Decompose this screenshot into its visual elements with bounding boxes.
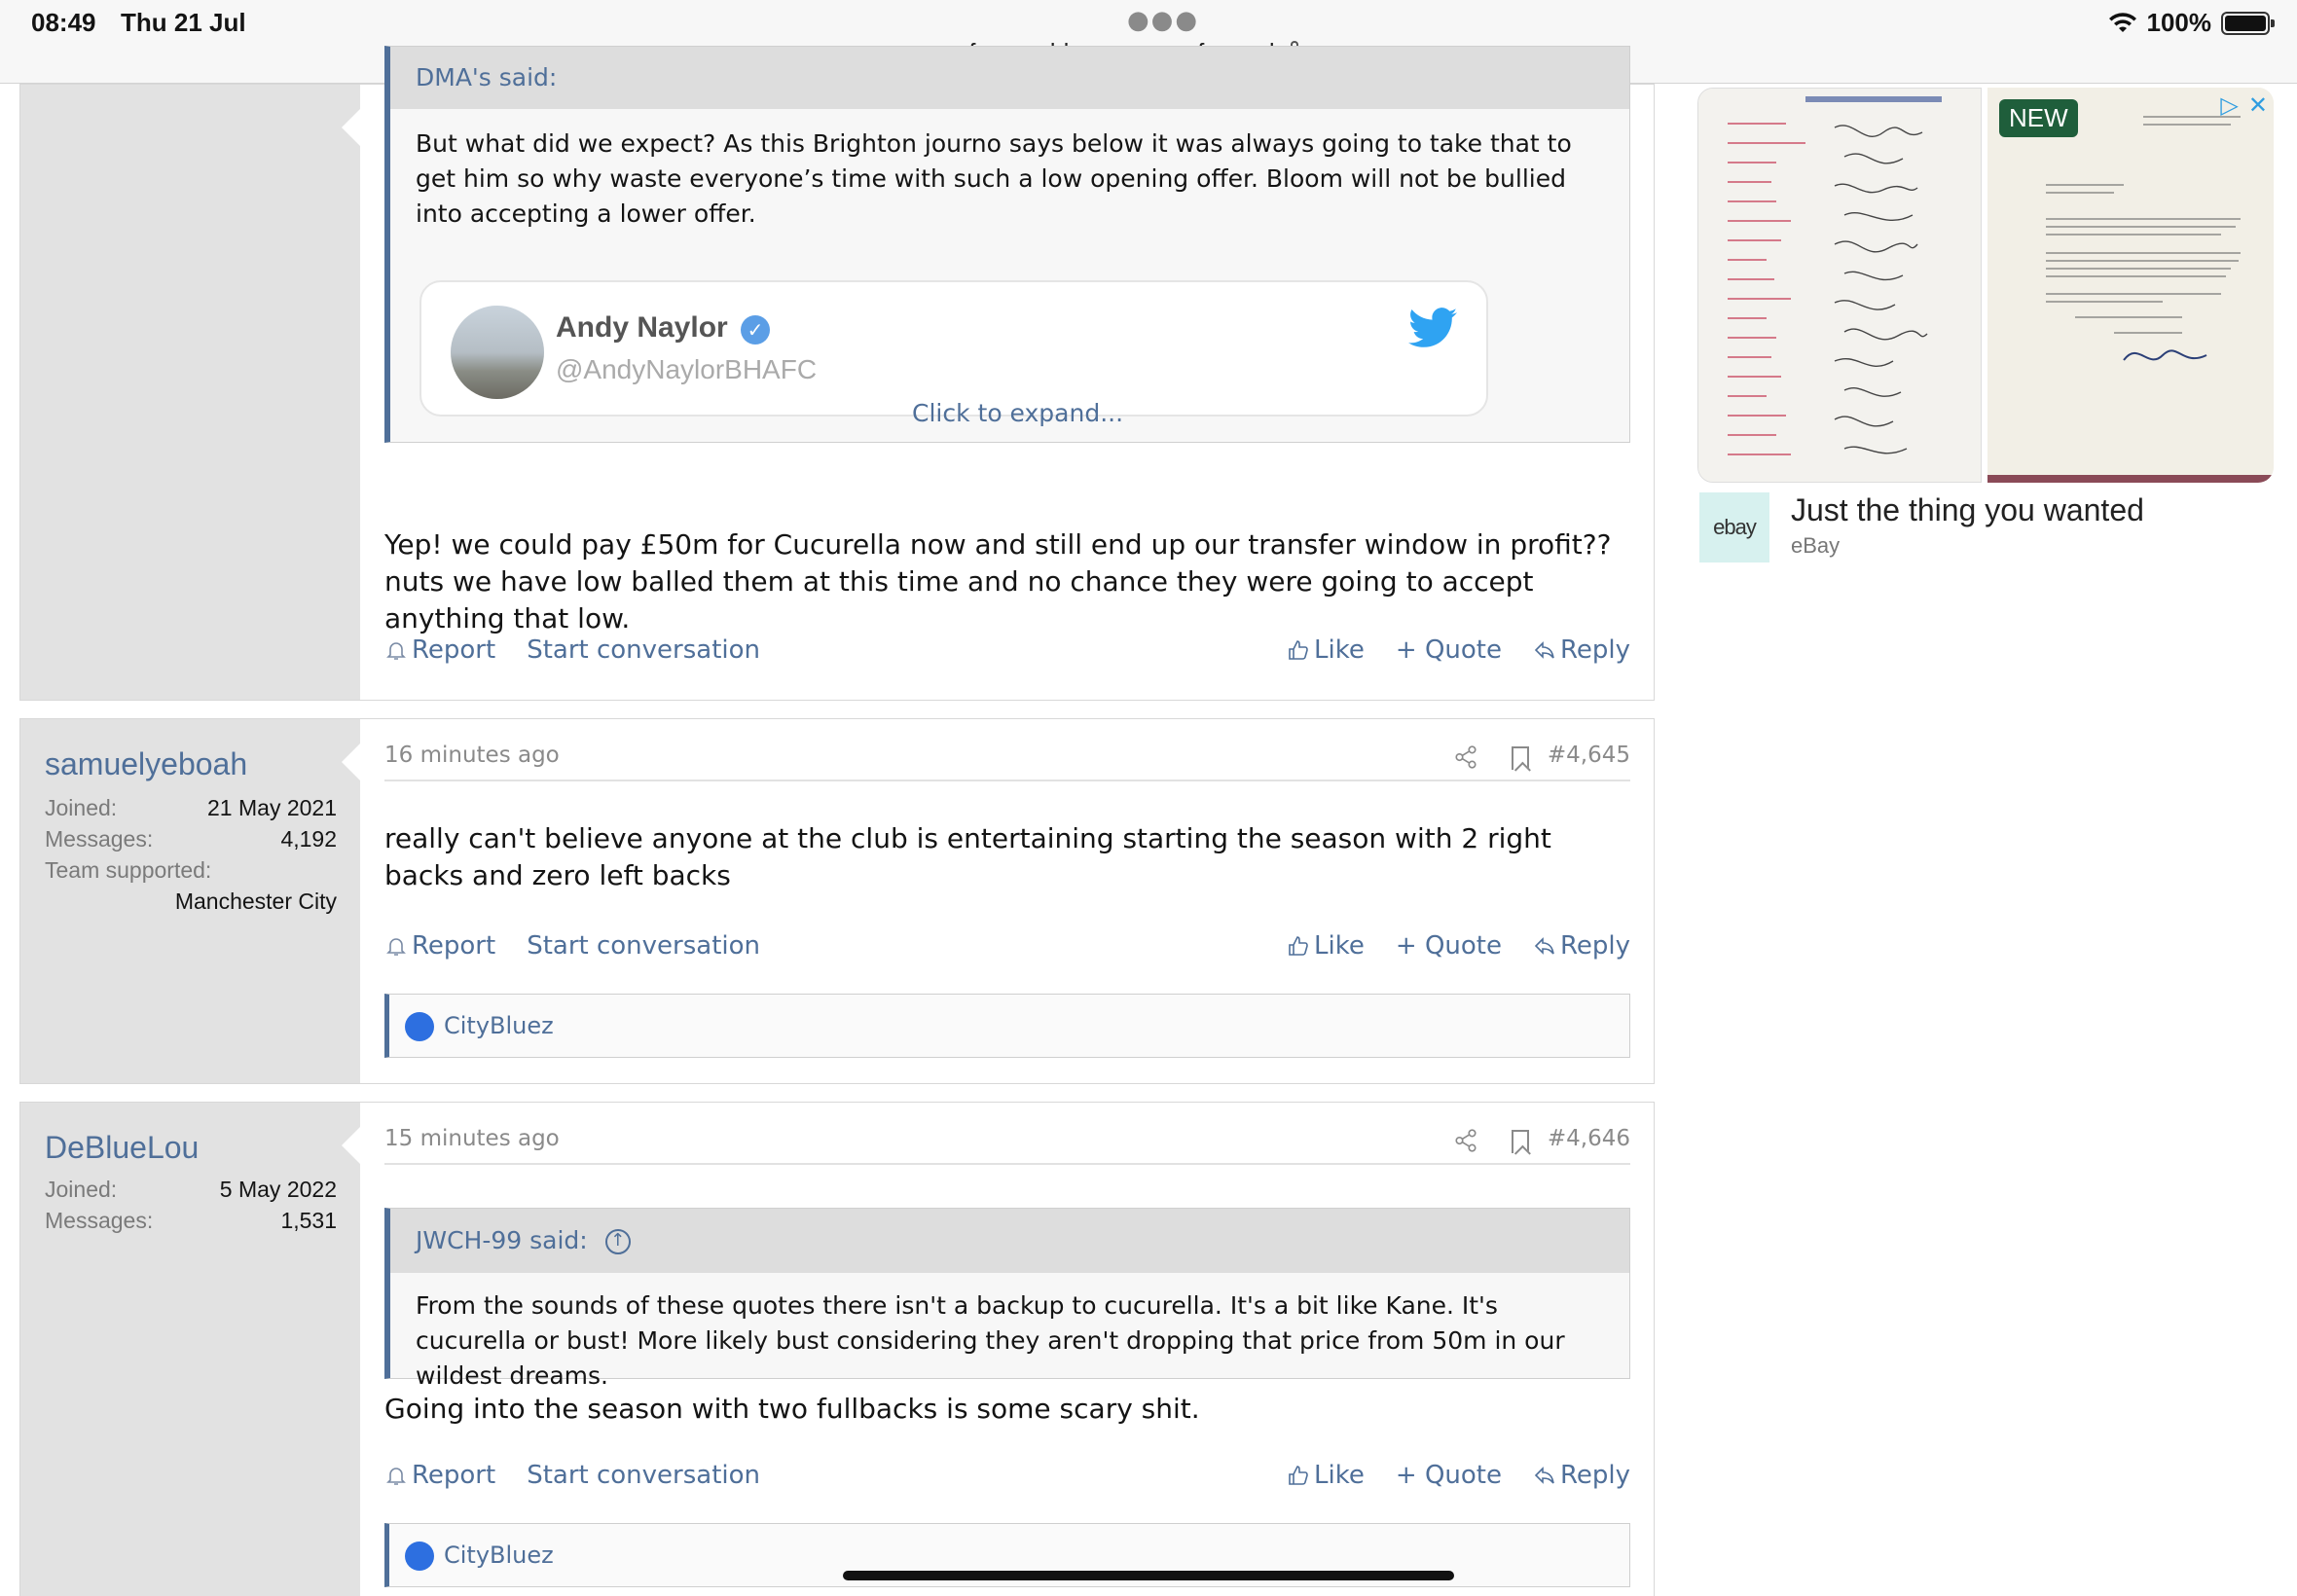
like-button[interactable]: Like xyxy=(1287,1461,1365,1490)
click-to-expand-link[interactable]: Click to expand... xyxy=(912,399,1124,427)
reactions-bar[interactable] xyxy=(384,994,1630,1058)
like-reaction-icon xyxy=(405,1012,434,1041)
post-meta xyxy=(384,1126,1630,1165)
post-actions xyxy=(384,931,1630,970)
post-time[interactable]: 15 minutes ago xyxy=(384,1126,560,1151)
report-button[interactable]: Report xyxy=(384,931,495,961)
quote-block xyxy=(384,1208,1630,1390)
battery-icon xyxy=(2221,12,2270,35)
quote-text: From the sounds of these quotes there isn't a backup to cucurella. It's a bit like Kane. It's cucurella or bust! More likely bust considering they aren't dropping that price from 50m in our wildest dreams. xyxy=(416,1291,1565,1390)
team-value: Manchester City xyxy=(174,889,337,914)
post-meta xyxy=(384,743,1630,781)
username[interactable]: DeBlueLou xyxy=(45,1130,200,1165)
ad-choices[interactable] xyxy=(2220,91,2268,119)
bell-icon xyxy=(384,934,408,958)
reply-button[interactable]: Reply xyxy=(1533,1461,1630,1490)
ad-image-signed-sheet xyxy=(1697,88,1982,483)
reply-button[interactable]: Reply xyxy=(1533,931,1630,961)
verified-icon: ✓ xyxy=(741,315,770,345)
thumbs-up-icon xyxy=(1287,1464,1310,1487)
joined-stat: Joined: 21 May 2021 xyxy=(45,795,337,820)
avatar xyxy=(451,306,544,399)
thumbs-up-icon xyxy=(1287,638,1310,662)
post-4645 xyxy=(19,718,1655,1084)
reaction-user[interactable]: CityBluez xyxy=(444,1012,554,1039)
post-text: Going into the season with two fullbacks is some scary shit. xyxy=(384,1393,1200,1425)
tweet-author-name: Andy Naylor xyxy=(556,311,728,344)
post-actions xyxy=(384,635,1630,674)
reply-icon xyxy=(1533,934,1556,958)
bell-icon xyxy=(384,638,408,662)
ad-source: eBay xyxy=(1791,533,1841,558)
messages-stat: Messages: 4,192 xyxy=(45,826,337,852)
bell-icon xyxy=(384,1464,408,1487)
report-button[interactable]: Report xyxy=(384,635,495,665)
post-text: Yep! we could pay £50m for Cucurella now and still end up our transfer window in profit?? nuts we have low balled them at this time and no chance they were going to accept anything that low. xyxy=(384,528,1612,635)
reply-icon xyxy=(1533,1464,1556,1487)
share-icon[interactable] xyxy=(1453,1128,1478,1153)
quote-button[interactable]: + Quote xyxy=(1395,1461,1502,1490)
home-indicator[interactable] xyxy=(843,1571,1454,1580)
bookmark-icon[interactable] xyxy=(1512,1130,1529,1153)
quote-text: But what did we expect? As this Brighton journo says below it was always going to take that to get him so why waste everyone’s time with such a low opening offer. Bloom will not be bullied into accepting a lower offer. xyxy=(416,129,1572,228)
messages-stat: Messages: 1,531 xyxy=(45,1208,337,1233)
ebay-logo[interactable]: ebay xyxy=(1699,492,1769,562)
ad-title[interactable]: Just the thing you wanted xyxy=(1791,492,2144,527)
reply-button[interactable]: Reply xyxy=(1533,635,1630,665)
adchoices-icon[interactable]: ▷ xyxy=(2220,91,2239,119)
thumbs-up-icon xyxy=(1287,934,1310,958)
start-conversation-button[interactable]: Start conversation xyxy=(527,931,761,961)
joined-stat: Joined: 5 May 2022 xyxy=(45,1177,337,1202)
new-badge: NEW xyxy=(1999,99,2078,137)
date: Thu 21 Jul xyxy=(121,8,246,37)
clock: 08:49 xyxy=(31,8,96,37)
close-icon[interactable]: ✕ xyxy=(2247,91,2268,119)
team-label: Team supported: xyxy=(45,857,212,883)
quote-header[interactable]: DMA's said: xyxy=(390,47,1629,109)
post-time[interactable]: 16 minutes ago xyxy=(384,743,560,768)
embedded-tweet[interactable] xyxy=(419,280,1488,417)
signature-sheet-icon xyxy=(1698,89,1982,483)
post-number[interactable]: #4,645 xyxy=(1547,743,1630,768)
like-button[interactable]: Like xyxy=(1287,635,1365,665)
report-button[interactable]: Report xyxy=(384,1461,495,1490)
reply-icon xyxy=(1533,638,1556,662)
quote-button[interactable]: + Quote xyxy=(1395,931,1502,961)
reaction-user[interactable]: CityBluez xyxy=(444,1542,554,1569)
post-4646 xyxy=(19,1102,1655,1596)
post-4644 xyxy=(19,63,1655,701)
username[interactable]: samuelyeboah xyxy=(45,746,248,781)
quote-button[interactable]: + Quote xyxy=(1395,635,1502,665)
quote-block xyxy=(384,46,1630,443)
bookmark-icon[interactable] xyxy=(1512,746,1529,770)
like-reaction-icon xyxy=(405,1542,434,1571)
start-conversation-button[interactable]: Start conversation xyxy=(527,635,761,665)
go-to-quote-icon[interactable]: ↑ xyxy=(605,1229,631,1254)
tweet-author-handle: @AndyNaylorBHAFC xyxy=(556,354,818,384)
wifi-icon xyxy=(2108,13,2137,34)
start-conversation-button[interactable]: Start conversation xyxy=(527,1461,761,1490)
user-sidebar xyxy=(20,85,360,700)
more-dots-icon[interactable]: ●●● xyxy=(1127,6,1200,35)
share-icon[interactable] xyxy=(1453,744,1478,770)
quote-header[interactable]: JWCH-99 said: ↑ xyxy=(390,1209,1629,1273)
advertisement[interactable] xyxy=(1697,88,2274,483)
ad-image-letter xyxy=(1987,88,2274,483)
twitter-icon xyxy=(1408,308,1457,348)
like-button[interactable]: Like xyxy=(1287,931,1365,961)
post-number[interactable]: #4,646 xyxy=(1547,1126,1630,1151)
battery-percent: 100% xyxy=(2146,8,2211,37)
post-actions xyxy=(384,1461,1630,1500)
post-text: really can't believe anyone at the club is entertaining starting the season with 2 right backs and zero left backs xyxy=(384,822,1551,891)
